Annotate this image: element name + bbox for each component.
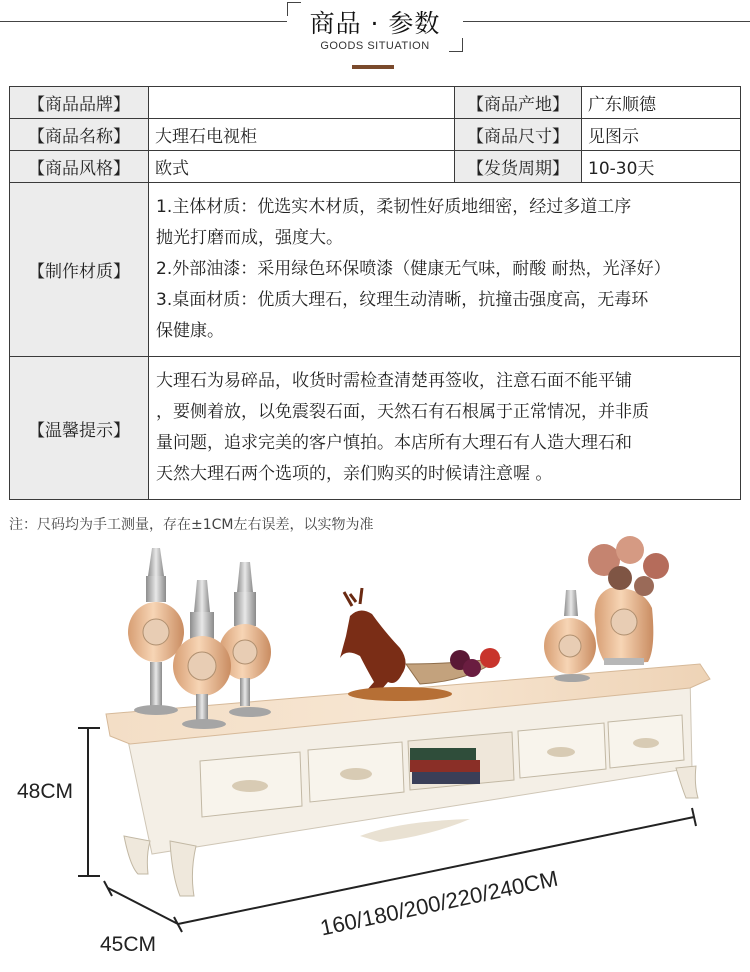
material-line: 3.桌面材质：优质大理石，纹理生动清晰，抗撞击强度高，无毒环 [156,290,649,310]
tips-line: ，要侧着放，以免震裂石面，天然石有石根属于正常情况，并非质 [156,402,649,422]
decor-vases-left [128,548,271,729]
depth-label: 45CM [100,933,157,956]
measurement-note: 注：尺码均为手工测量，存在±1CM左右误差，以实物为准 [9,517,374,533]
section-title: 商品 · 参数 [309,9,441,38]
height-dimension-line [78,728,100,876]
delivery-value: 10-30天 [582,151,741,183]
spec-table [9,86,741,500]
origin-value: 广东顺德 [582,87,741,119]
tips-line: 大理石为易碎品，收货时需检查清楚再签收，注意石面不能平铺 [156,371,632,391]
name-label: 【商品名称】 [10,119,149,151]
table-row [10,357,741,500]
material-text [149,183,741,357]
table-row [10,87,741,119]
style-label: 【商品风格】 [10,151,149,183]
table-row [10,151,741,183]
depth-dimension-line [104,881,182,932]
material-line: 2.外部油漆：采用绿色环保喷漆（健康无气味，耐酸 耐热，光泽好） [156,259,671,279]
decor-vases-right [544,536,669,682]
tips-text [149,357,741,500]
header-rule-right [463,21,750,22]
material-line: 1.主体材质：优选实木材质，柔韧性好质地细密，经过多道工序 [156,197,632,217]
product-image [0,536,750,972]
delivery-label: 【发货周期】 [455,151,582,183]
size-value: 见图示 [582,119,741,151]
brand-label: 【商品品牌】 [10,87,149,119]
section-subtitle: GOODS SITUATION [320,40,430,52]
section-header [287,2,463,52]
tips-line: 量问题，追求完美的客户慎拍。本店所有大理石有人造大理石和 [156,433,632,453]
table-row [10,183,741,357]
header-accent-bar [352,65,394,69]
material-label: 【制作材质】 [10,183,149,357]
material-line: 抛光打磨而成，强度大。 [156,228,343,248]
height-label: 48CM [17,780,74,803]
brand-value [149,87,455,119]
header-rule-left [0,21,287,22]
origin-label: 【商品产地】 [455,87,582,119]
tips-line: 天然大理石两个选项的，亲们购买的时候请注意喔 。 [156,464,553,484]
style-value: 欧式 [149,151,455,183]
size-label: 【商品尺寸】 [455,119,582,151]
tips-label: 【温馨提示】 [10,357,149,500]
material-line: 保健康。 [156,321,224,341]
name-value: 大理石电视柜 [149,119,455,151]
table-row [10,119,741,151]
length-label: 160/180/200/220/240CM [318,865,561,941]
